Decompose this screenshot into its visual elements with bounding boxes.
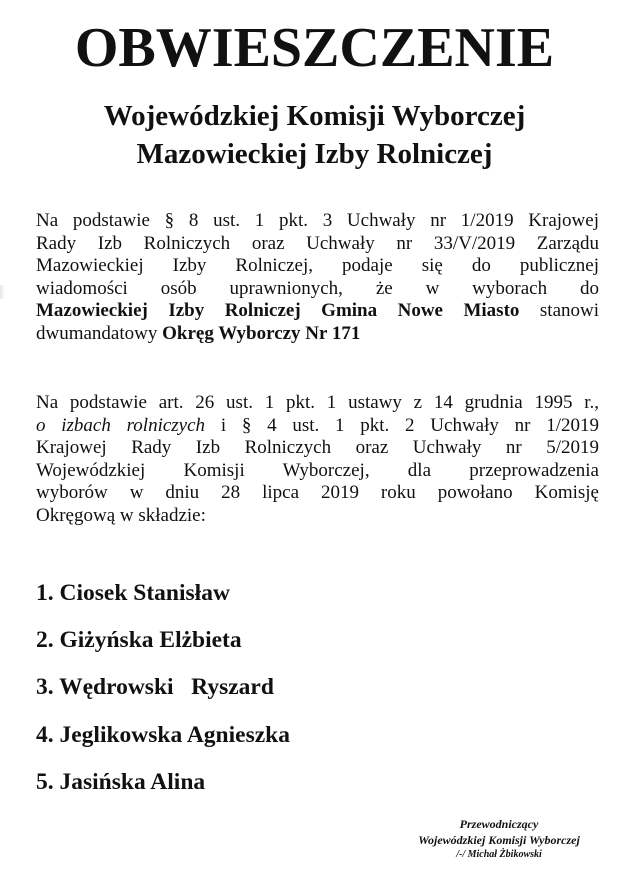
paragraph-line: Rady Izb Rolniczych oraz Uchwały nr 33/V/2019 Zarządu — [36, 232, 599, 254]
act-title: o izbach rolniczych — [36, 414, 206, 436]
paragraph-commission — [36, 392, 599, 528]
paragraph-text: i § 4 ust. 1 pkt. 2 Uchwały nr 1/2019 — [205, 414, 599, 436]
paragraph-legal-basis — [36, 210, 599, 346]
paragraph-line: Okręgową w składzie: — [36, 504, 206, 526]
paragraph-line — [36, 415, 599, 438]
signature-body: Wojewódzkiej Komisji Wyborczej — [418, 833, 580, 847]
scan-artifact — [0, 285, 5, 299]
paragraph-line: Wojewódzkiej Komisji Wyborczej, dla przeprowadzenia — [36, 459, 599, 481]
list-item: 3. Wędrowski Ryszard — [36, 674, 274, 701]
paragraph-text: stanowi — [519, 300, 599, 322]
signature-name: /-/ Michał Żbikowski — [456, 849, 542, 860]
signature-block — [380, 816, 618, 862]
signature-role: Przewodniczący — [459, 817, 539, 831]
list-item: 4. Jeglikowska Agnieszka — [36, 721, 290, 748]
paragraph-text: dwumandatowy — [36, 322, 163, 344]
paragraph-line — [36, 323, 599, 346]
paragraph-line — [36, 300, 599, 323]
list-item: 1. Ciosek Stanisław — [36, 580, 230, 606]
paragraph-line: Mazowieckiej Izby Rolniczej, podaje się do publicznej — [36, 255, 599, 277]
commission-members-list — [36, 570, 596, 806]
paragraph-line: wiadomości osób uprawnionych, że w wyborach do — [36, 277, 599, 299]
paragraph-line: Na podstawie art. 26 ust. 1 pkt. 1 ustawy z 14 grudnia 1995 r., — [36, 392, 599, 413]
paragraph-line: wyborów w dniu 28 lipca 2019 roku powołano Komisję — [36, 482, 599, 504]
list-item: 2. Giżyńska Elżbieta — [36, 627, 242, 654]
district-name: Mazowieckiej Izby Rolniczej Gmina Nowe Miasto — [36, 300, 520, 322]
list-item: 5. Jasińska Alina — [36, 768, 206, 795]
paragraph-line: Krajowej Rady Izb Rolniczych oraz Uchwały nr 5/2019 — [36, 437, 599, 459]
issuer-line-1: Wojewódzkiej Komisji Wyborczej — [103, 100, 526, 132]
paragraph-line: Na podstawie § 8 ust. 1 pkt. 3 Uchwały nr 1/2019 Krajowej — [36, 210, 599, 231]
document-title: OBWIESZCZENIE — [74, 17, 555, 79]
issuer-line-2: Mazowieckiej Izby Rolniczej — [136, 138, 493, 170]
district-number: Okręg Wyborczy Nr 171 — [162, 322, 361, 344]
